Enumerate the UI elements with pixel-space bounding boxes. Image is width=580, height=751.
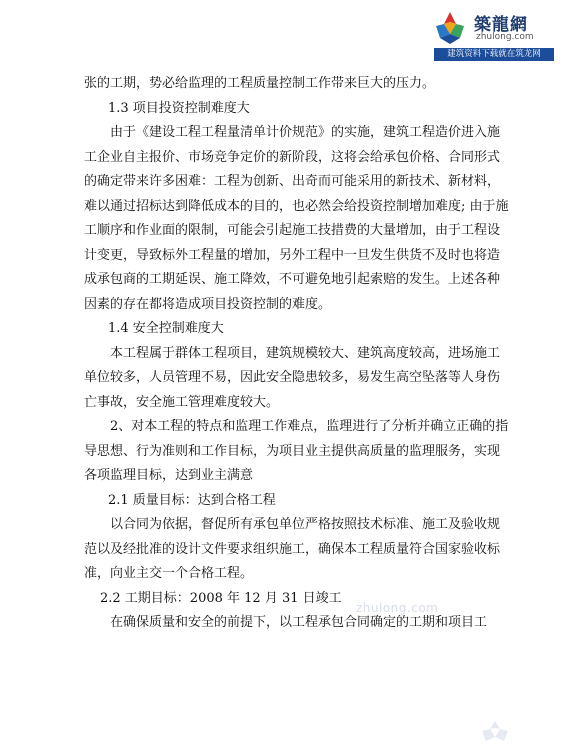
paragraph-investment-control: 由于《建设工程工程量清单计价规范》的实施，建筑工程造价进入施工企业自主报价、市场竞争定价的新阶段，这将会给承包价格、合同形式的确定带来许多困难：工程为创新、出奇而可能采用的新技术、新材料，难以通过招标达到降低成本的目的，也必然会给投资控制增加难度; 由于施工顺序和作业面的限制，可能会引起施工技措费的大量增加，由于工程设计变更，导致标外工程量的增加，另外工程中一旦发生供货不及时也将造成承包商的工期延误、施工降效，不可避免地引起索赔的发生。上述各种因素的存在都将造成项目投资控制的难度。 <box>84 125 509 312</box>
zhulong-logo-icon <box>430 10 470 46</box>
paragraph-supervision-goals: 2、对本工程的特点和监理工作难点，监理进行了分析并确立正确的指导思想、行为准则和工作目标，为项目业主提供高质量的监理服务，实现各项监理目标，达到业主满意 <box>84 419 509 483</box>
watermark-logo-icon <box>470 719 520 745</box>
section-heading-1-3: 1.3 项目投资控制难度大 <box>108 100 250 116</box>
logo-name: 築龍網 <box>474 15 528 35</box>
paragraph-schedule-goal: 在确保质量和安全的前提下，以工程承包合同确定的工期和项目工 <box>110 615 488 630</box>
section-heading-2-2: 2.2 工期目标：2008 年 12 月 31 日竣工 <box>100 590 342 606</box>
zhulong-logo <box>430 8 558 62</box>
paragraph-safety-control: 本工程属于群体工程项目，建筑规模较大、建筑高度较高，进场施工单位较多，人员管理不易，因此安全隐患较多，易发生高空坠落等人身伤亡事故，安全施工管理难度较大。 <box>84 345 501 410</box>
document-body <box>84 72 510 636</box>
logo-tagline: 建筑资料下载就在筑龙网 <box>434 48 554 61</box>
watermark-text: zhulong.com <box>356 601 439 615</box>
logo-domain: zhulong.com <box>476 32 534 42</box>
paragraph-quality-goal: 以合同为依据，督促所有承包单位严格按照技术标准、施工及验收规范以及经批准的设计文件要求组织施工，确保本工程质量符合国家验收标准，向业主交一个合格工程。 <box>84 517 501 581</box>
section-heading-2-1: 2.1 质量目标：达到合格工程 <box>108 492 276 508</box>
paragraph-continuation: 张的工期，势必给监理的工程质量控制工作带来巨大的压力。 <box>84 76 436 91</box>
section-heading-1-4: 1.4 安全控制难度大 <box>108 321 224 336</box>
